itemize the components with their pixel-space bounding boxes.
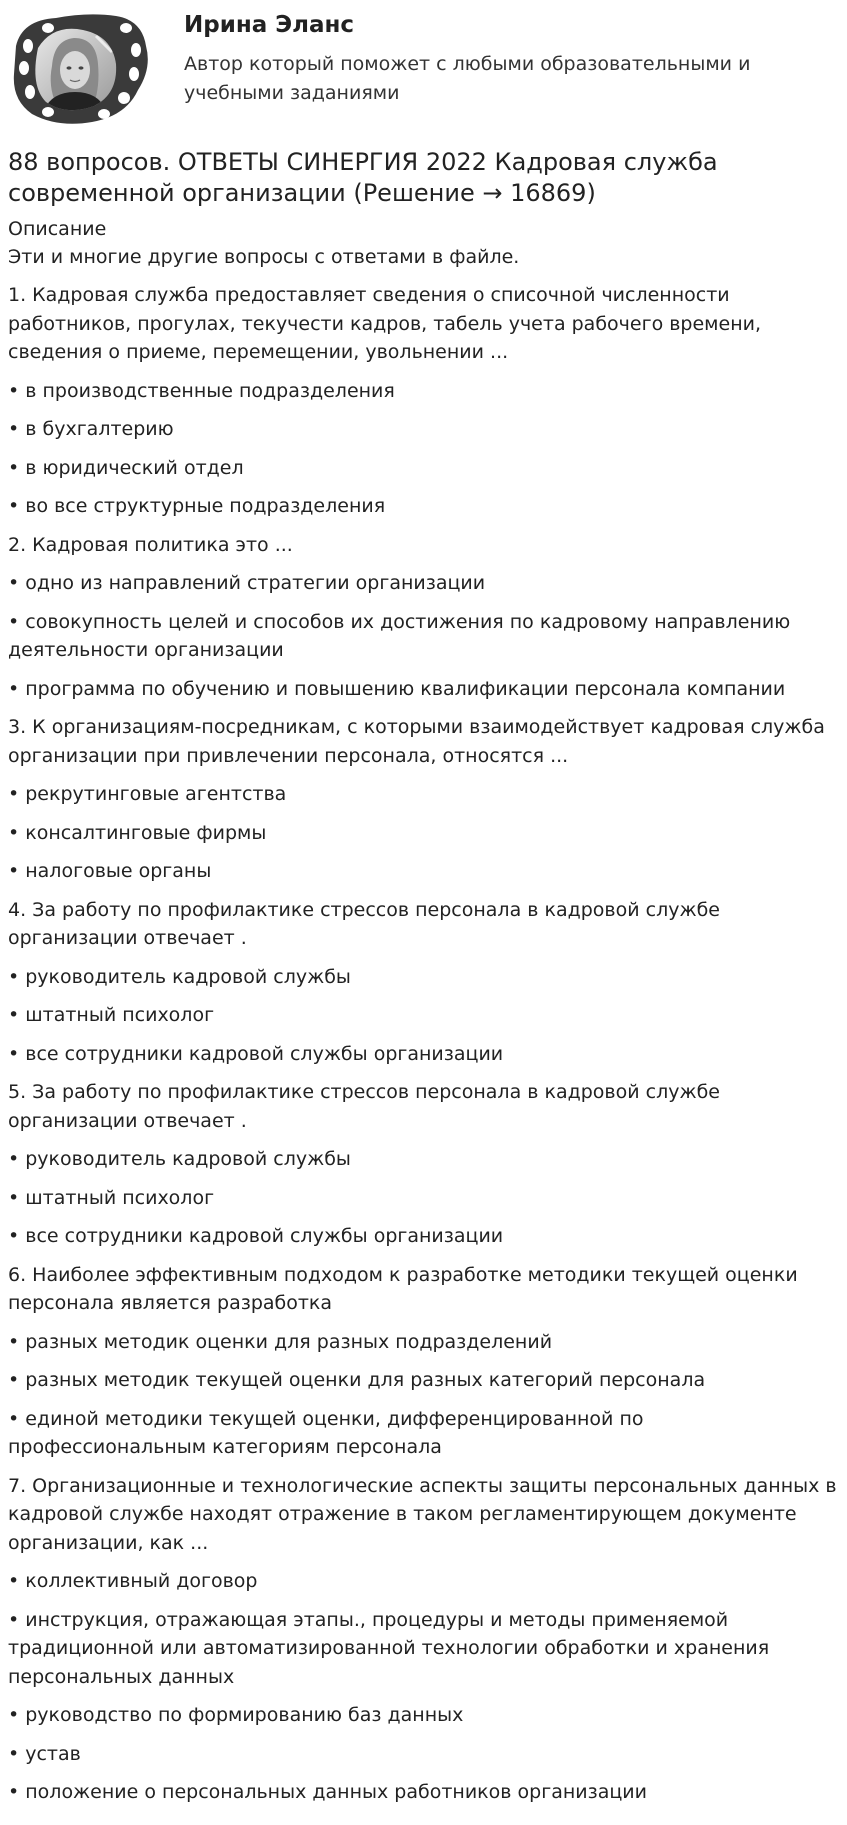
answer-option: • в юридический отдел xyxy=(8,456,244,479)
description-label: Описание xyxy=(8,218,107,240)
answer-option: • консалтинговые фирмы xyxy=(8,821,267,844)
answer-option: • штатный психолог xyxy=(8,1186,215,1209)
answer-option: • разных методик оценки для разных подразделений xyxy=(8,1330,553,1353)
answer-option: • положение о персональных данных работников организации xyxy=(8,1781,647,1803)
document-content xyxy=(8,147,844,1817)
question-text: 4. За работу по профилактике стрессов персонала в кадровой службе организации отвечает . xyxy=(8,898,720,949)
author-name[interactable]: Ирина Эланс xyxy=(184,12,355,38)
answer-option: • налоговые органы xyxy=(8,860,212,882)
question-text: 3. К организациям-посредникам, с которыми взаимодействует кадровая служба организации при привлечении персонала, относятся ... xyxy=(8,716,825,767)
answer-option: • инструкция, отражающая этапы., процедуры и методы применяемой традиционной или автоматизированной технологии обработки и хранения персональных данных xyxy=(8,1608,770,1688)
answer-option: • штатный психолог xyxy=(8,1004,215,1026)
answer-option: • коллективный договор xyxy=(8,1570,258,1592)
page-title: 88 вопросов. ОТВЕТЫ СИНЕРГИЯ 2022 Кадровая служба современной организации (Решение → 16869) xyxy=(8,148,718,207)
answer-option: • все сотрудники кадровой службы организации xyxy=(8,1042,504,1065)
answer-option: • руководитель кадровой службы xyxy=(8,1148,351,1170)
answer-option: • во все структурные подразделения xyxy=(8,495,386,517)
question-text: 2. Кадровая политика это ... xyxy=(8,533,293,556)
answer-option: • руководство по формированию баз данных xyxy=(8,1704,464,1726)
answer-option: • разных методик текущей оценки для разных категорий персонала xyxy=(8,1369,706,1391)
answer-option: • совокупность целей и способов их достижения по кадровому направлению деятельности организации xyxy=(8,610,791,661)
answer-option: • в производственные подразделения xyxy=(8,379,395,402)
questions-list xyxy=(8,281,844,1807)
question-text: 5. За работу по профилактике стрессов персонала в кадровой службе организации отвечает . xyxy=(8,1081,720,1132)
film-reel-avatar-icon xyxy=(8,6,153,128)
answer-option: • устав xyxy=(8,1742,81,1765)
author-header xyxy=(0,0,847,140)
answer-option: • рекрутинговые агентства xyxy=(8,783,287,805)
answer-option: • руководитель кадровой службы xyxy=(8,965,351,988)
question-text: 7. Организационные и технологические аспекты защиты персональных данных в кадровой службе находят отражение в таком регламентирующем документе организации, как ... xyxy=(8,1474,837,1554)
author-avatar[interactable] xyxy=(8,6,153,128)
description-text: Эти и многие другие вопросы с ответами в файле. xyxy=(8,246,520,268)
answer-option: • программа по обучению и повышению квалификации персонала компании xyxy=(8,677,786,700)
question-text: 6. Наиболее эффективным подходом к разработке методики текущей оценки персонала является разработка xyxy=(8,1263,798,1314)
answer-option: • в бухгалтерию xyxy=(8,418,174,440)
answer-option: • одно из направлений стратегии организации xyxy=(8,572,486,594)
answer-option: • единой методики текущей оценки, дифференцированной по профессиональным категориям персонала xyxy=(8,1407,644,1458)
question-text: 1. Кадровая служба предоставляет сведения о списочной численности работников, прогулах, текучести кадров, табель учета рабочего времени, сведения о приеме, перемещении, увольнении ... xyxy=(8,284,762,363)
author-bio: Автор который поможет с любыми образовательными и учебными заданиями xyxy=(184,53,751,104)
answer-option: • все сотрудники кадровой службы организации xyxy=(8,1225,504,1247)
